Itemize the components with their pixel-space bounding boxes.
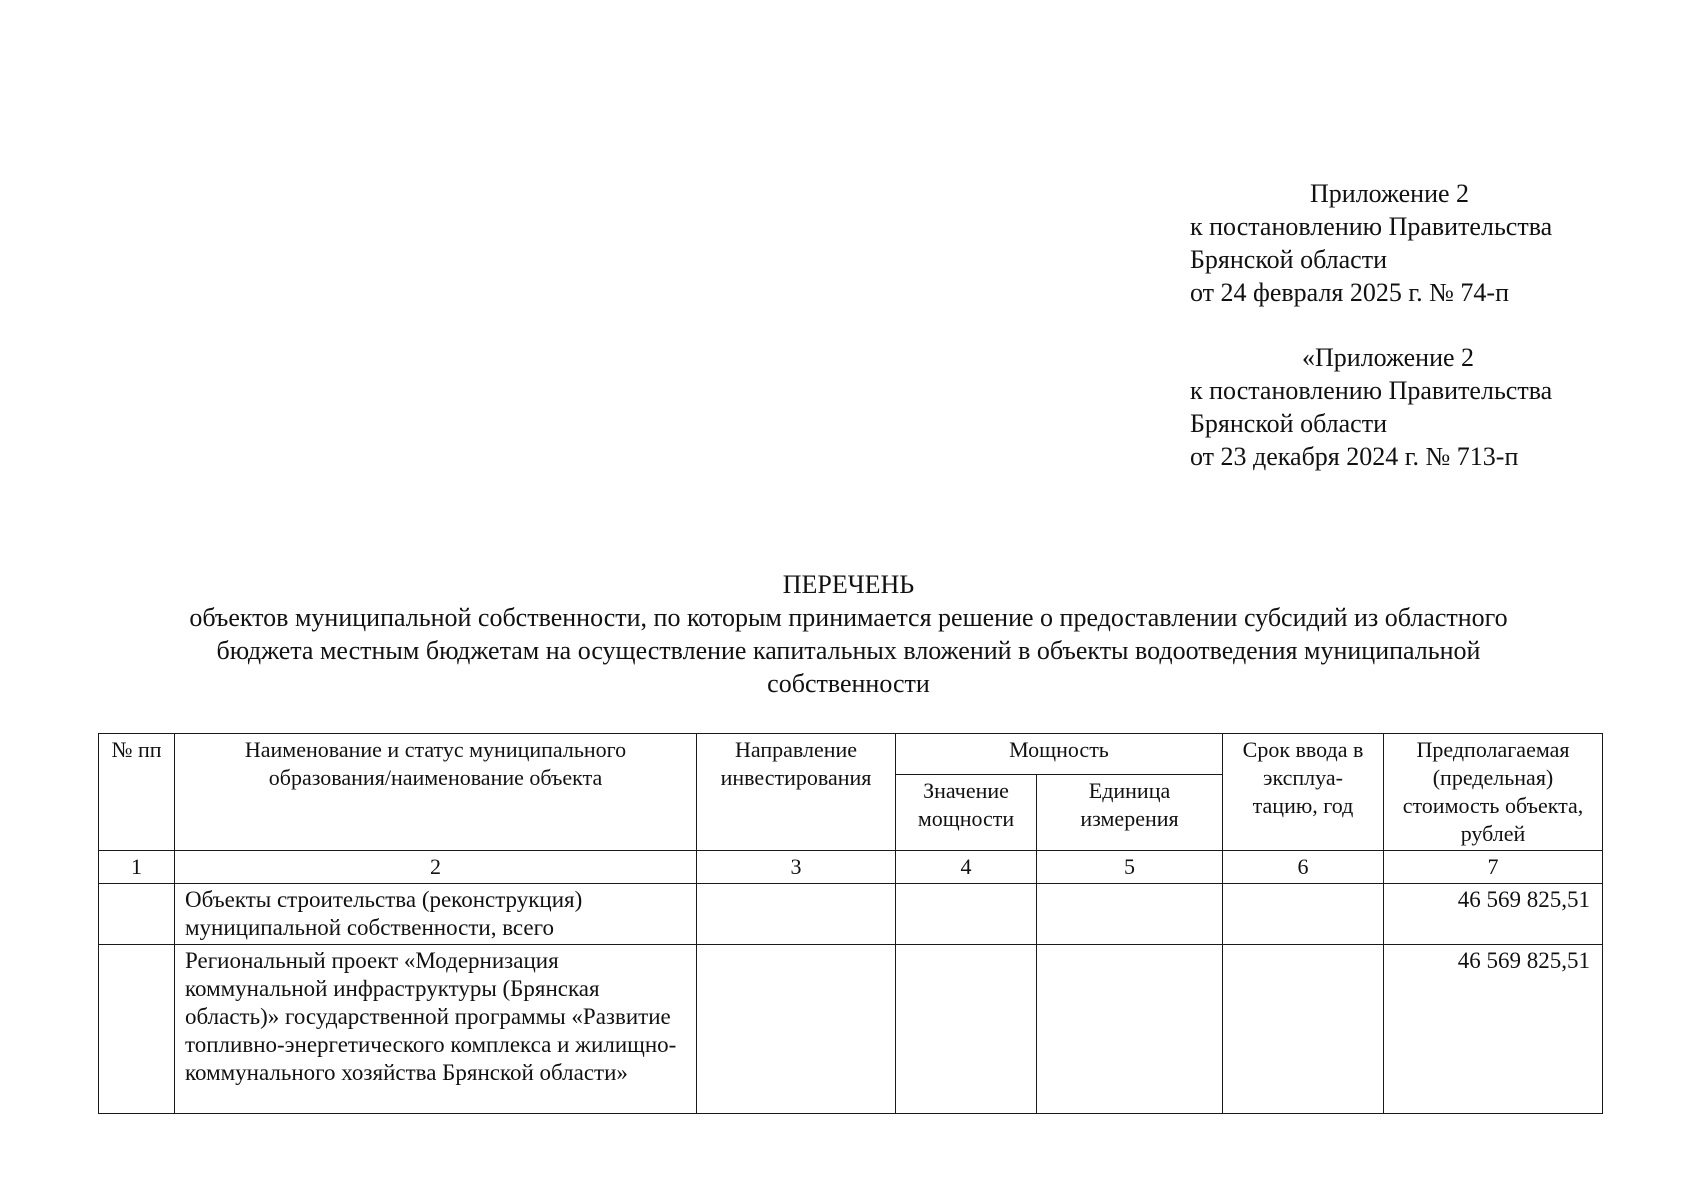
previous-appendix-header xyxy=(1190,341,1610,473)
row-number xyxy=(99,945,175,1114)
row-number xyxy=(99,884,175,945)
row-commissioning xyxy=(1223,884,1384,945)
appendix-region-line: Брянской области xyxy=(1190,245,1387,274)
document-title: ПЕРЕЧЕНЬ xyxy=(782,570,915,599)
row-commissioning xyxy=(1223,945,1384,1114)
header-direction: Направление инвестирования xyxy=(697,734,896,851)
subtitle-line: собственности xyxy=(767,669,930,698)
header-capacity-value: Значение мощности xyxy=(896,775,1037,851)
header-name: Наименование и статус муниципального образования/наименование объекта xyxy=(175,734,697,851)
header-cost: Предполагаемая (предельная) стоимость объекта, рублей xyxy=(1384,734,1603,851)
table-header-row xyxy=(99,734,1603,775)
column-number: 3 xyxy=(697,851,896,884)
row-cost: 46 569 825,51 xyxy=(1384,884,1603,945)
row-capacity-value xyxy=(896,884,1037,945)
appendix-resolution-line: к постановлению Правительства xyxy=(1190,212,1553,241)
column-number: 7 xyxy=(1384,851,1603,884)
row-direction xyxy=(697,884,896,945)
row-capacity-unit xyxy=(1037,945,1223,1114)
column-number: 5 xyxy=(1037,851,1223,884)
row-cost: 46 569 825,51 xyxy=(1384,945,1603,1114)
column-number-row xyxy=(99,851,1603,884)
appendix-title: Приложение 2 xyxy=(1310,179,1470,208)
subtitle-line: бюджета местным бюджетам на осуществление капитальных вложений в объекты водоотведения муниципальной xyxy=(216,636,1481,665)
objects-table xyxy=(98,733,1603,1114)
table-row xyxy=(99,945,1603,1114)
header-commissioning: Срок ввода в эксплуа-тацию, год xyxy=(1223,734,1384,851)
row-capacity-unit xyxy=(1037,884,1223,945)
previous-appendix-region-line: Брянской области xyxy=(1190,409,1387,438)
header-capacity-unit: Единица измерения xyxy=(1037,775,1223,851)
header-capacity: Мощность xyxy=(896,734,1223,775)
row-direction xyxy=(697,945,896,1114)
row-capacity-value xyxy=(896,945,1037,1114)
header-number: № пп xyxy=(99,734,175,851)
row-name: Объекты строительства (реконструкция) муниципальной собственности, всего xyxy=(175,884,697,945)
subtitle-line: объектов муниципальной собственности, по которым принимается решение о предоставлении субсидий из областного xyxy=(189,603,1508,632)
column-number: 6 xyxy=(1223,851,1384,884)
column-number: 2 xyxy=(175,851,697,884)
row-name: Региональный проект «Модернизация коммунальной инфраструктуры (Брянская область)» государственной программы «Развитие топливно-энергетического комплекса и жилищно-коммунального хозяйства Брянской области» xyxy=(175,945,697,1114)
previous-appendix-title: «Приложение 2 xyxy=(1302,343,1475,372)
column-number: 4 xyxy=(896,851,1037,884)
appendix-header xyxy=(1190,177,1610,309)
document-subtitle xyxy=(110,601,1587,700)
table-row xyxy=(99,884,1603,945)
appendix-date-line: от 24 февраля 2025 г. № 74-п xyxy=(1190,278,1509,307)
column-number: 1 xyxy=(99,851,175,884)
previous-appendix-resolution-line: к постановлению Правительства xyxy=(1190,376,1553,405)
previous-appendix-date-line: от 23 декабря 2024 г. № 713-п xyxy=(1190,442,1519,471)
